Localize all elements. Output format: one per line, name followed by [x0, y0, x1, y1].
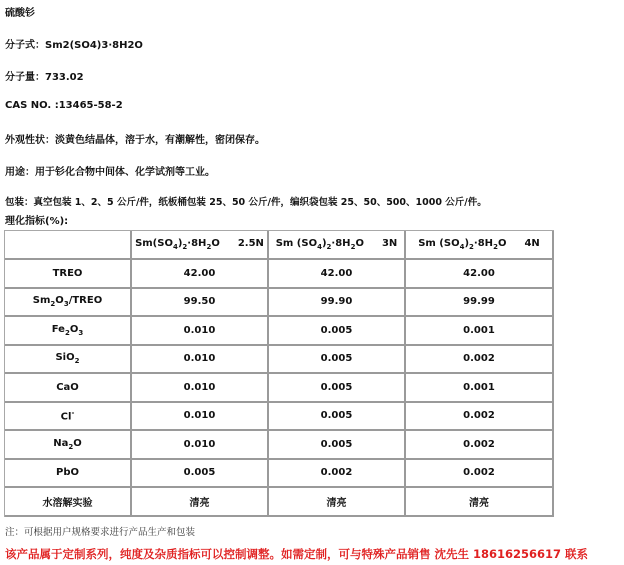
header-cell — [132, 231, 269, 260]
table-row — [5, 289, 554, 318]
cell-value: 0.002 — [406, 460, 554, 489]
header-compound: $Sm(SO_4)_2\cdot 8H_2O$ — [135, 238, 220, 251]
row-label: SiO$_2$ — [5, 346, 132, 375]
header-cell — [269, 231, 406, 260]
table-row — [5, 346, 554, 375]
table-row — [5, 488, 554, 517]
spec-table — [4, 230, 554, 517]
header-cell — [406, 231, 554, 260]
cell-value: 0.010 — [132, 431, 269, 460]
header-grade: 4N — [524, 238, 540, 249]
table-row — [5, 403, 554, 432]
table-row — [5, 260, 554, 289]
row-label: $Sm_2O_3$/TREO — [5, 289, 132, 318]
table-row — [5, 374, 554, 403]
cell-value: 99.90 — [269, 289, 406, 318]
cell-value: 0.002 — [406, 431, 554, 460]
cell-value: 0.005 — [269, 431, 406, 460]
footer-notice: 该产品属于定制系列，纯度及杂质指标可以控制调整。如需定制，可与特殊产品销售 沈先生 18616256617 联系 — [5, 547, 589, 561]
table-row — [5, 317, 554, 346]
header-grade: 2.5N — [237, 238, 264, 249]
cell-value: 0.002 — [406, 403, 554, 432]
note-text: 注：可根据用户规格要求进行产品生产和包装 — [5, 527, 196, 538]
header-empty-cell — [5, 231, 132, 260]
cell-value: 清亮 — [269, 488, 406, 517]
cell-value: 99.50 — [132, 289, 269, 318]
cell-value: 0.010 — [132, 374, 269, 403]
cell-value: 0.001 — [406, 374, 554, 403]
row-label: TREO — [5, 260, 132, 289]
header-compound: Sm $(SO_4)_2\cdot 8H_2O$ — [275, 238, 364, 251]
cell-value: 清亮 — [132, 488, 269, 517]
header-grade: 3N — [381, 238, 398, 249]
cell-value: 42.00 — [406, 260, 554, 289]
cell-value: 99.99 — [406, 289, 554, 318]
molecular-formula: 分子式：Sm2(SO4)3·8H2O — [5, 40, 143, 51]
packaging-text: 包装：真空包装 1、2、5 公斤/件，纸板桶包装 25、50 公斤/件，编织袋包装 25、50、500、1000 公斤/件。 — [5, 197, 487, 208]
spec-title: 理化指标(%): — [5, 216, 69, 227]
table-row — [5, 431, 554, 460]
cell-value: 0.001 — [406, 317, 554, 346]
cell-value: 0.005 — [269, 346, 406, 375]
cas-number: CAS NO. :13465-58-2 — [5, 100, 123, 111]
table-header-row — [5, 231, 554, 260]
row-label: CaO — [5, 374, 132, 403]
table-row — [5, 460, 554, 489]
cell-value: 0.002 — [269, 460, 406, 489]
usage-text: 用途：用于钐化合物中间体、化学试剂等工业。 — [5, 167, 215, 178]
cell-value: 0.005 — [269, 403, 406, 432]
row-label: $Na_2O$ — [5, 431, 132, 460]
cell-value: 0.005 — [269, 374, 406, 403]
header-compound: Sm $(SO_4)_2\cdot 8H_2O$ — [418, 238, 507, 251]
cell-value: 0.002 — [406, 346, 554, 375]
cell-value: 0.005 — [132, 460, 269, 489]
molecular-weight: 分子量：733.02 — [5, 72, 84, 83]
cell-value: 0.010 — [132, 346, 269, 375]
row-label: $Fe_2O_3$ — [5, 317, 132, 346]
cell-value: 42.00 — [269, 260, 406, 289]
row-label: PbO — [5, 460, 132, 489]
cell-value: 清亮 — [406, 488, 554, 517]
product-title: 硫酸钐 — [5, 8, 35, 19]
row-label: Cl- — [5, 403, 132, 432]
cell-value: 0.010 — [132, 317, 269, 346]
row-label: 水溶解实验 — [5, 488, 132, 517]
cell-value: 0.005 — [269, 317, 406, 346]
cell-value: 42.00 — [132, 260, 269, 289]
cell-value: 0.010 — [132, 403, 269, 432]
appearance-text: 外观性状：淡黄色结晶体，溶于水，有潮解性，密闭保存。 — [5, 135, 265, 146]
